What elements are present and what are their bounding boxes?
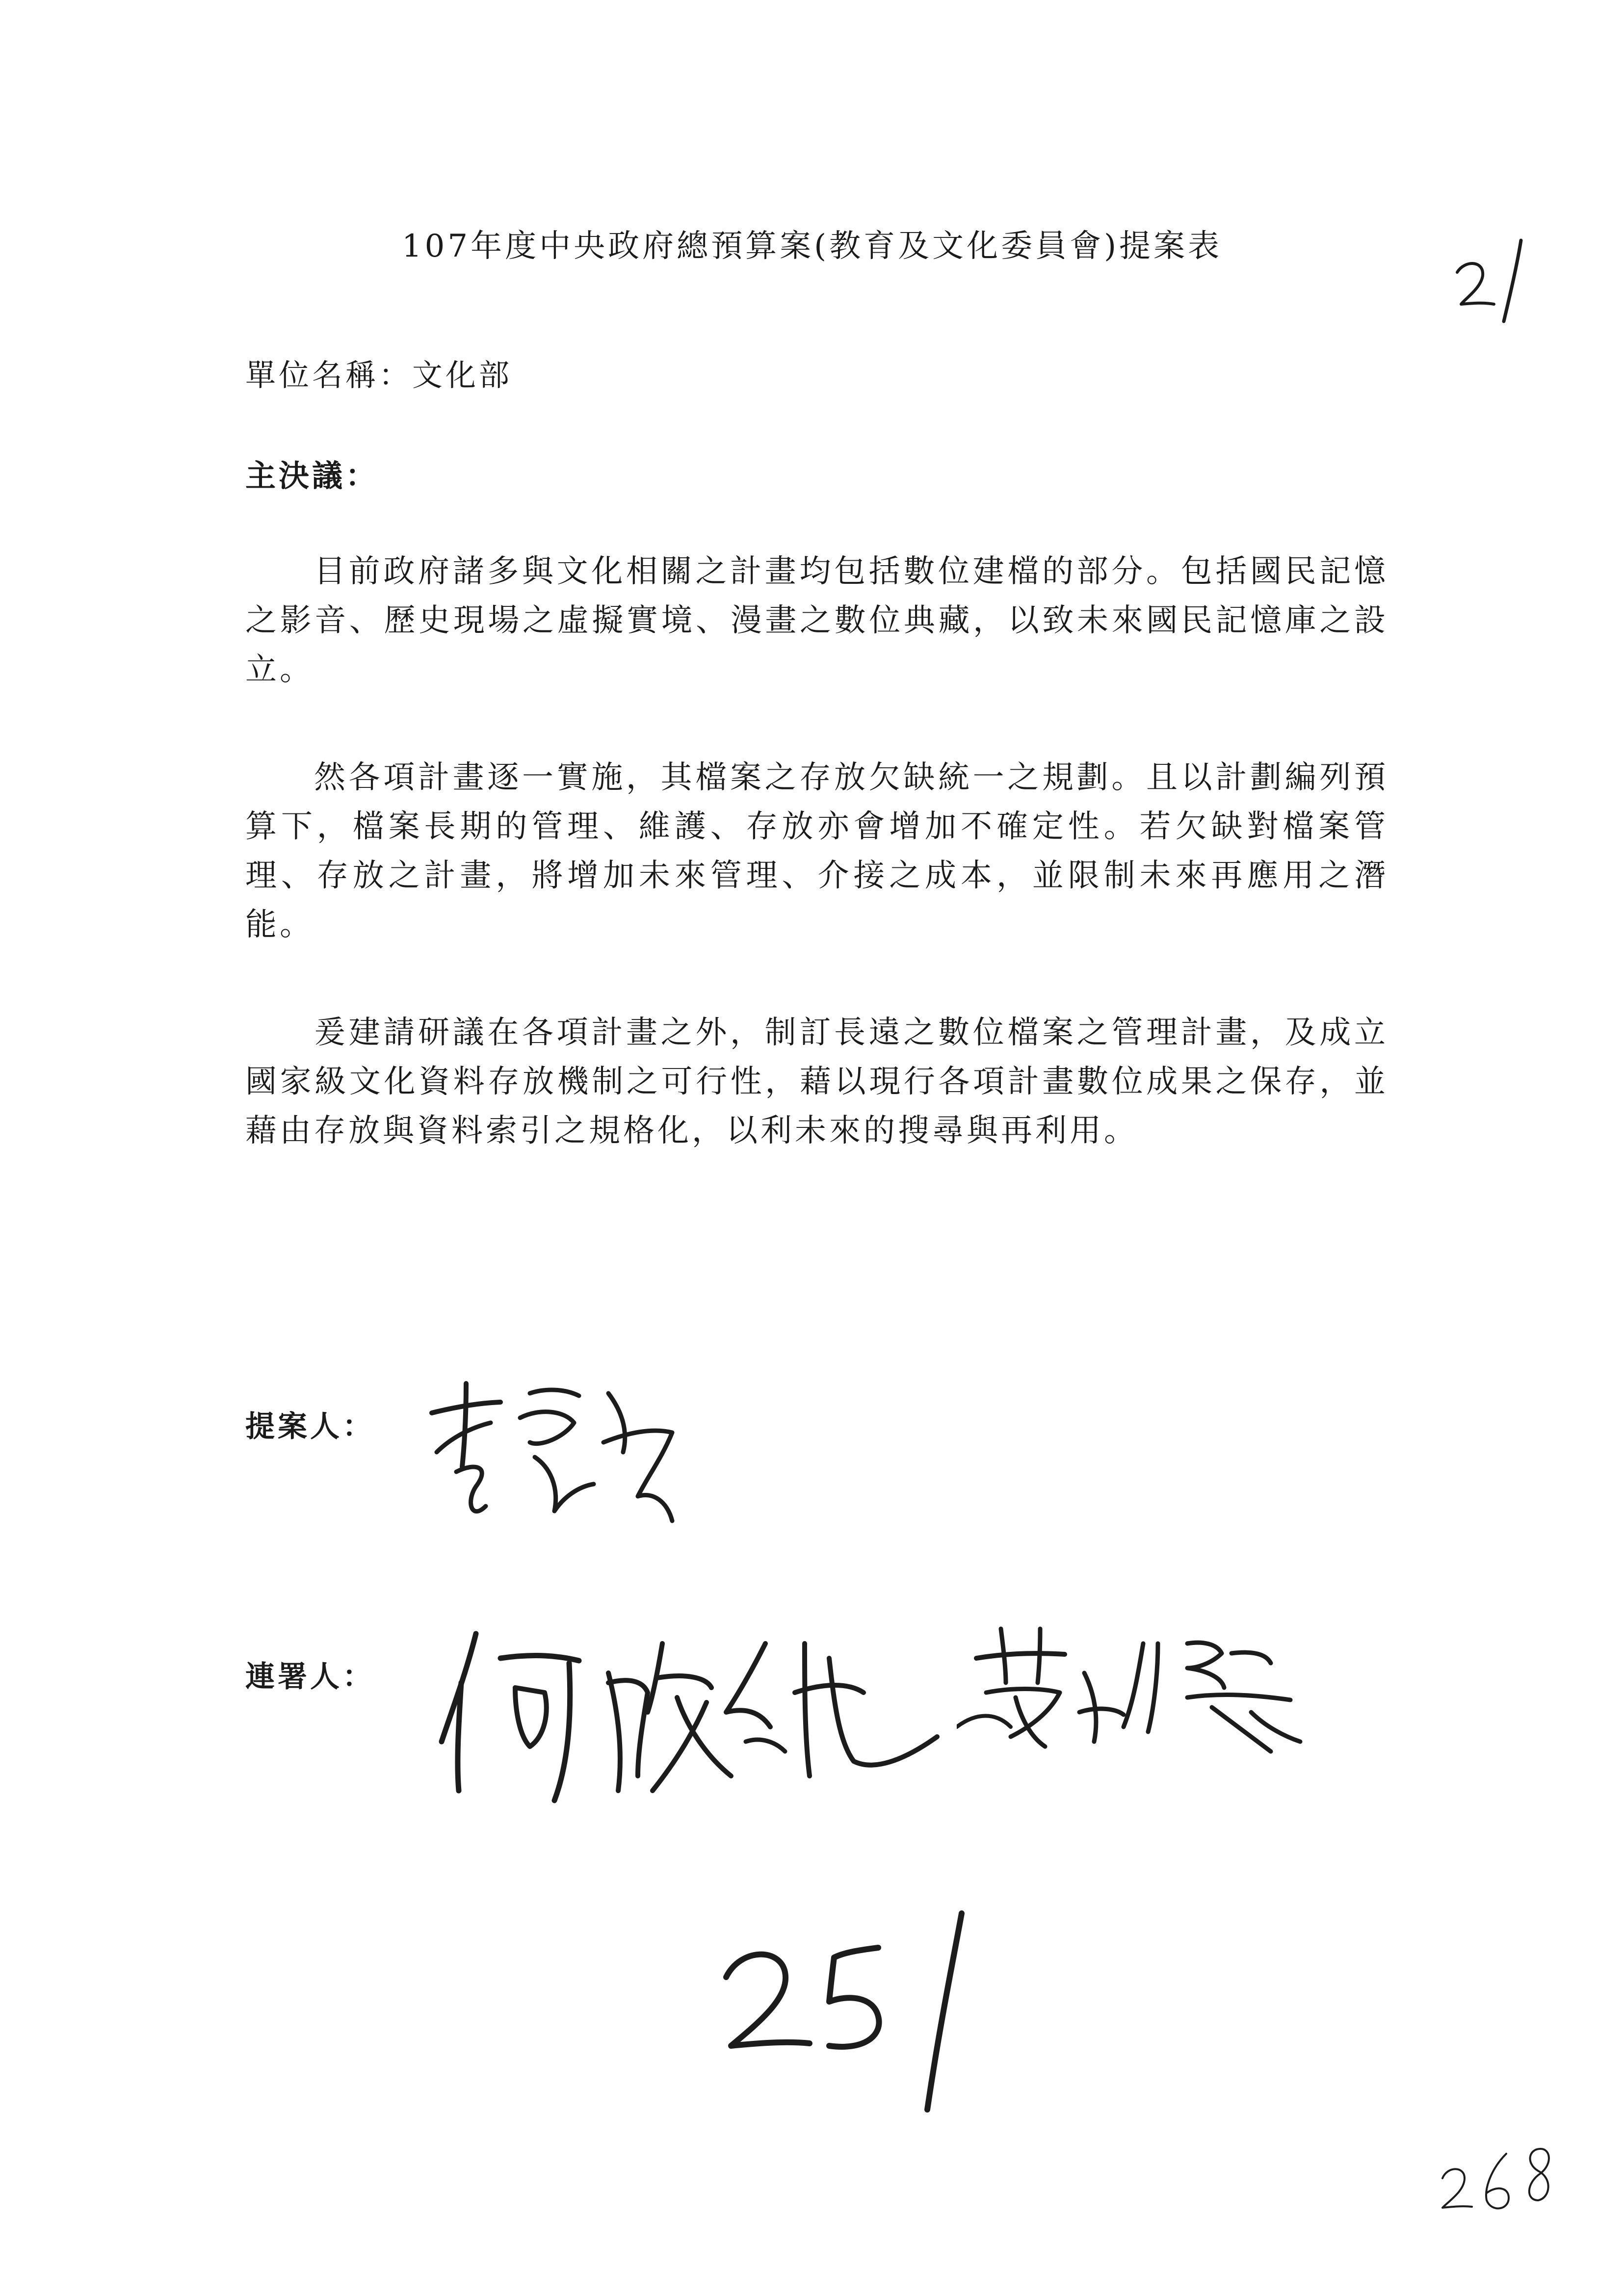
resolution-heading: 主決議： bbox=[245, 458, 379, 494]
paragraph-2: 然各項計畫逐一實施，其檔案之存放欠缺統一之規劃。且以計劃編列預算下，檔案長期的管理、維護、存放亦會增加不確定性。若欠缺對檔案管理、存放之計畫，將增加未來管理、介接之成本，並限制未來再應用之潛能。 bbox=[245, 759, 1388, 943]
handwritten-corner-number bbox=[1452, 231, 1536, 324]
document-title: 107年度中央政府總預算案(教育及文化委員會)提案表 bbox=[401, 228, 1223, 264]
paragraph-1: 目前政府諸多與文化相關之計畫均包括數位建檔的部分。包括國民記憶之影音、歷史現場之虛擬實境、漫畫之數位典藏，以致未來國民記憶庫之設立。 bbox=[245, 553, 1388, 688]
handwritten-page-number bbox=[1438, 2129, 1565, 2222]
cosigner-signature-1 bbox=[432, 1614, 947, 1820]
cosigner-signature-2 bbox=[957, 1614, 1310, 1761]
unit-name-line: 單位名稱：文化部 bbox=[245, 357, 513, 393]
proposer-signature bbox=[417, 1374, 692, 1536]
paragraph-3: 爰建請研議在各項計畫之外，制訂長遠之數位檔案之管理計畫，及成立國家級文化資料存放機制之可行性，藉以現行各項計畫數位成果之保存，並藉由存放與資料索引之規格化，以利未來的搜尋與再利用。 bbox=[245, 1015, 1388, 1149]
cosigner-label: 連署人： bbox=[245, 1660, 375, 1694]
handwritten-center-number bbox=[716, 1904, 981, 2119]
resolution-body bbox=[245, 547, 1388, 1214]
proposer-label: 提案人： bbox=[245, 1409, 375, 1444]
